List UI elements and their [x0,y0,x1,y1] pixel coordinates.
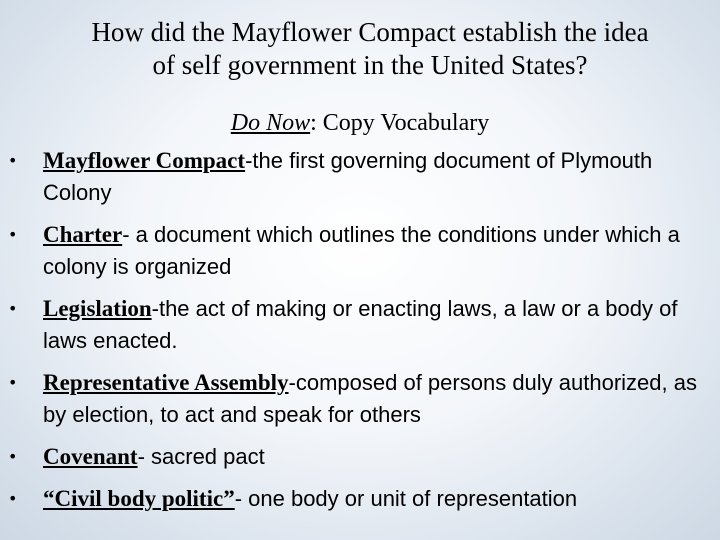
title-line-1: How did the Mayflower Compact establish the idea [91,17,649,47]
vocab-definition: -the first governing document of Plymouth Colony [43,148,653,205]
do-now-instruction: : Copy Vocabulary [310,110,490,136]
vocab-term: Representative Assembly [43,370,289,395]
vocabulary-list [0,145,720,525]
vocab-term: Covenant [43,444,138,469]
vocab-definition: -the act of making or enacting laws, a law or a body of laws enacted. [43,296,678,353]
slide-title [20,16,720,82]
vocab-term: Charter [43,222,123,247]
vocab-definition: - a document which outlines the conditions under which a colony is organized [43,222,680,279]
title-line-2: of self government in the United States? [152,50,588,80]
vocab-item [0,219,720,283]
bullet-icon: • [8,225,18,244]
vocab-term: “Civil body politic” [43,486,235,511]
vocab-item [0,483,720,515]
do-now-lead: Do Now [230,110,311,136]
vocab-item [0,367,720,431]
bullet-icon: • [8,151,18,170]
vocab-definition: - sacred pact [137,444,265,469]
bullet-icon: • [8,447,18,466]
vocab-item [0,293,720,357]
vocab-term: Legislation [43,296,152,321]
bullet-icon: • [8,489,18,508]
bullet-icon: • [8,299,18,318]
vocab-term: Mayflower Compact [43,148,246,173]
vocab-item [0,441,720,473]
vocab-item [0,145,720,209]
bullet-icon: • [8,373,18,392]
do-now-heading [0,108,720,138]
vocab-definition: -composed of persons duly authorized, as by election, to act and speak for others [43,370,697,427]
vocab-definition: - one body or unit of representation [234,486,578,511]
